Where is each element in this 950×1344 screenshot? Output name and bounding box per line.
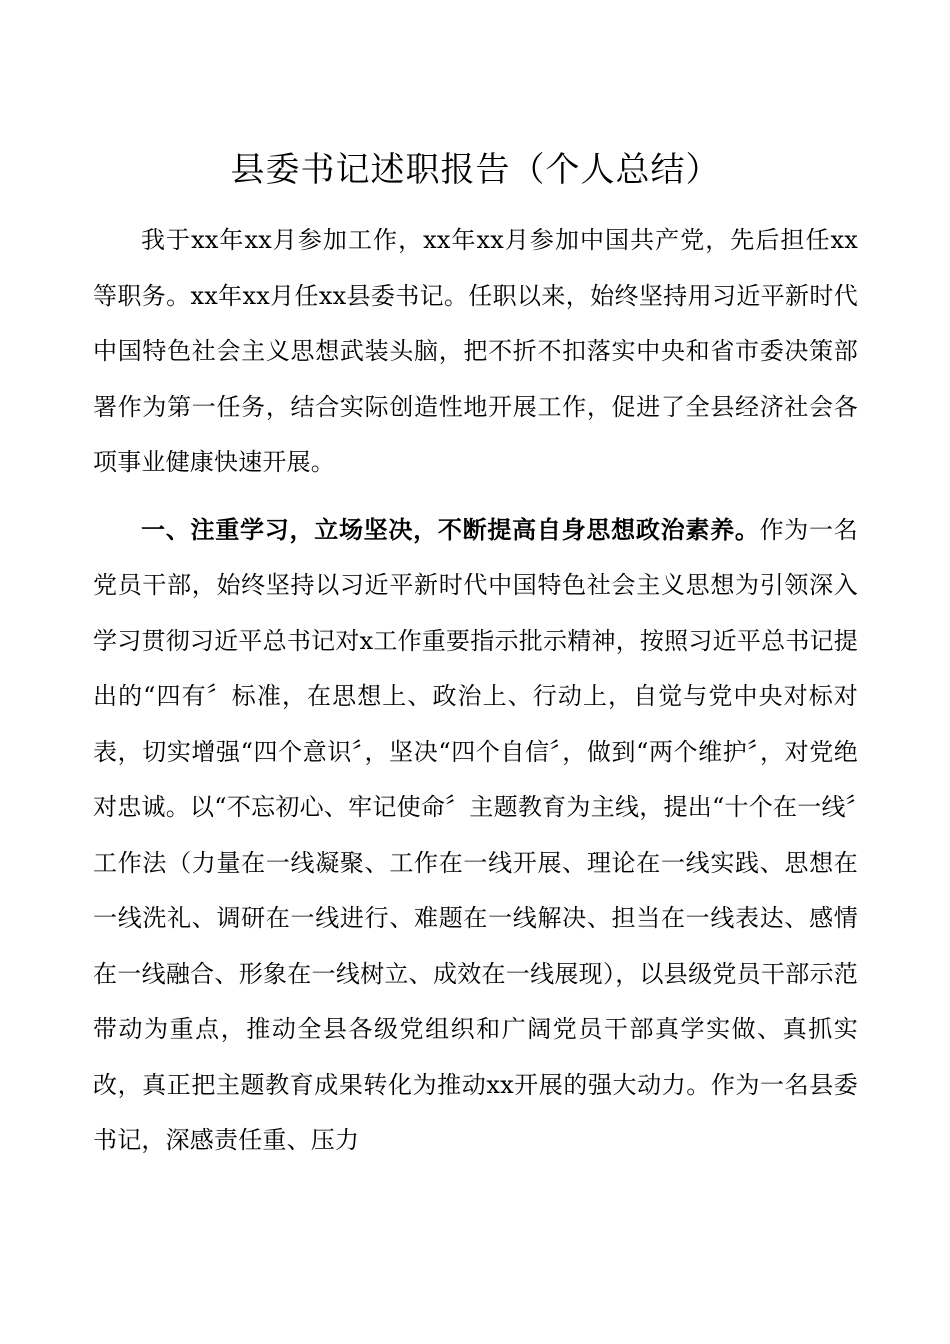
document-page [93,138,858,1169]
intro-paragraph: 我于xx年xx月参加工作，xx年xx月参加中国共产党，先后担任xx等职务。xx年xx月任xx县委书记。任职以来，始终坚持用习近平新时代中国特色社会主义思想武装头脑，把不折不扣落实中央和省市委决策部署作为第一任务，结合实际创造性地开展工作，促进了全县经济社会各项事业健康快速开展。 [93,226,858,476]
section-1-paragraph [93,503,858,1169]
document-title: 县委书记述职报告（个人总结） [230,150,721,190]
section-1-body: 作为一名党员干部，始终坚持以习近平新时代中国特色社会主义思想为引领深入学习贯彻习近平总书记对x工作重要指示批示精神，按照习近平总书记提出的“四有〞标准，在思想上、政治上、行动上，自觉与党中央对标对表，切实增强“四个意识〞，坚决“四个自信〞，做到“两个维护〞，对党绝对忠诚。以“不忘初心、牢记使命〞主题教育为主线，提出“十个在一线〞工作法（力量在一线凝聚、工作在一线开展、理论在一线实践、思想在一线洗礼、调研在一线进行、难题在一线解决、担当在一线表达、感情在一线融合、形象在一线树立、成效在一线展现），以县级党员干部示范带动为重点，推动全县各级党组织和广阔党员干部真学实做、真抓实改，真正把主题教育成果转化为推动xx开展的强大动力。作为一名县委书记，深感责任重、压力 [93,515,858,1154]
section-1-heading: 一、注重学习，立场坚决，不断提高自身思想政治素养。 [141,515,760,544]
